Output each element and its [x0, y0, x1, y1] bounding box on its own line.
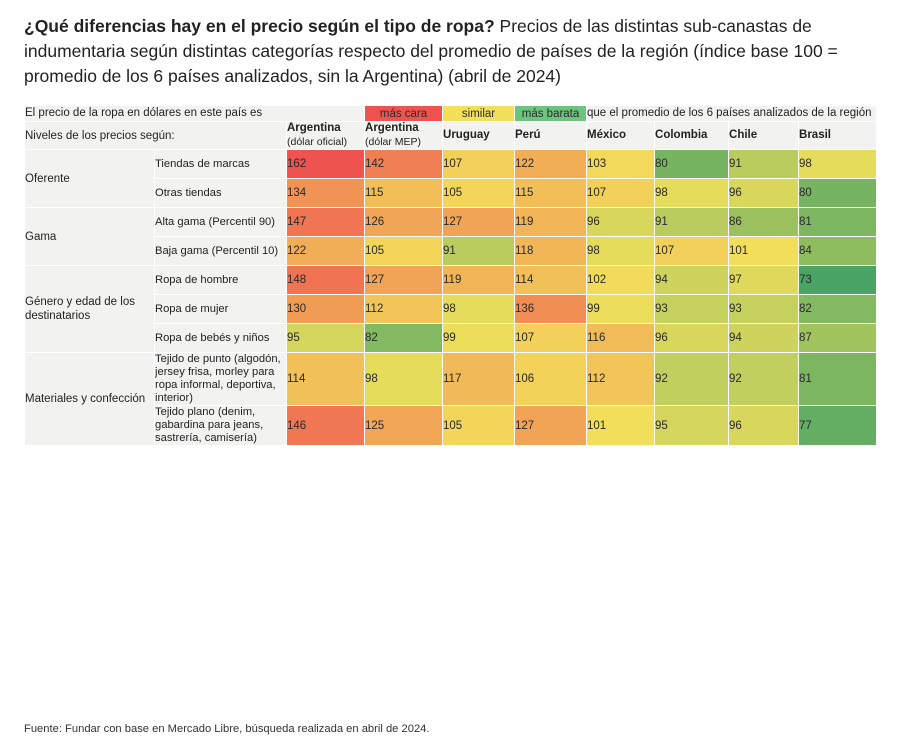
heatmap-cell: 93: [655, 295, 729, 324]
heatmap-cell: 98: [365, 353, 443, 406]
heatmap-cell: 146: [287, 406, 365, 446]
heatmap-cell: 80: [655, 150, 729, 179]
heatmap-cell: 117: [443, 353, 515, 406]
heatmap-cell: 130: [287, 295, 365, 324]
row-label: Ropa de mujer: [155, 295, 287, 324]
row-label: Tejido plano (denim, gabardina para jeans, sastrería, camisería): [155, 406, 287, 446]
country-name: Brasil: [799, 128, 831, 141]
country-name: Argentina: [365, 122, 419, 134]
heatmap-cell: 127: [365, 266, 443, 295]
row-label: Baja gama (Percentil 10): [155, 237, 287, 266]
country-name: Chile: [729, 128, 758, 141]
heatmap-cell: 147: [287, 208, 365, 237]
heatmap-cell: 95: [287, 324, 365, 353]
heatmap-cell: 103: [587, 150, 655, 179]
heatmap-cell: 114: [287, 353, 365, 406]
heatmap-cell: 98: [655, 179, 729, 208]
country-name: Uruguay: [443, 128, 490, 141]
heatmap-cell: 77: [799, 406, 877, 446]
heatmap-cell: 118: [515, 237, 587, 266]
heatmap-cell: 96: [729, 179, 799, 208]
row-label: Ropa de bebés y niños: [155, 324, 287, 353]
row-label: Tiendas de marcas: [155, 150, 287, 179]
heatmap-cell: 87: [799, 324, 877, 353]
country-name: México: [587, 128, 627, 141]
page-title-rest: Precios de las distintas sub-canastas de indumentaria según distintas categorías respecto del promedio de países de la región (índice base 100 = promedio de los 6 países analizados, sin la Argentina) (abril de 2024): [24, 16, 838, 86]
heatmap-cell: 105: [443, 406, 515, 446]
price-heatmap-table: [24, 105, 877, 446]
heatmap-cell: 98: [587, 237, 655, 266]
heatmap-cell: 84: [799, 237, 877, 266]
heatmap-cell: 96: [729, 406, 799, 446]
heatmap-cell: 148: [287, 266, 365, 295]
heatmap-cell: 91: [655, 208, 729, 237]
header-country-argentina-oficial: [287, 122, 365, 150]
header-left-label: Niveles de los precios según:: [25, 122, 287, 150]
heatmap-cell: 122: [287, 237, 365, 266]
group-label: Oferente: [25, 150, 155, 208]
legend-text: El precio de la ropa en dólares en este país es: [25, 106, 365, 122]
heatmap-cell: 82: [799, 295, 877, 324]
row-label: Alta gama (Percentil 90): [155, 208, 287, 237]
row-label: Tejido de punto (algodón, jersey frisa, morley para ropa informal, deportiva, interior): [155, 353, 287, 406]
table-row: [25, 266, 877, 295]
heatmap-cell: 122: [515, 150, 587, 179]
heatmap-cell: 102: [587, 266, 655, 295]
heatmap-cell: 99: [443, 324, 515, 353]
heatmap-cell: 127: [443, 208, 515, 237]
heatmap-cell: 142: [365, 150, 443, 179]
group-label: Materiales y confección: [25, 353, 155, 446]
row-label: Ropa de hombre: [155, 266, 287, 295]
country-name: Colombia: [655, 128, 708, 141]
legend-chip-mas-cara: más cara: [365, 106, 443, 122]
header-country-mexico: [587, 122, 655, 150]
heatmap-cell: 107: [587, 179, 655, 208]
heatmap-cell: 107: [443, 150, 515, 179]
heatmap-cell: 73: [799, 266, 877, 295]
heatmap-cell: 98: [799, 150, 877, 179]
page-title-bold: ¿Qué diferencias hay en el precio según el tipo de ropa?: [24, 16, 495, 36]
country-sub: (dólar MEP): [365, 135, 422, 148]
header-country-colombia: [655, 122, 729, 150]
heatmap-cell: 99: [587, 295, 655, 324]
heatmap-cell: 94: [655, 266, 729, 295]
heatmap-cell: 107: [655, 237, 729, 266]
heatmap-cell: 162: [287, 150, 365, 179]
country-sub: (dólar oficial): [287, 135, 348, 148]
header-row: [25, 122, 877, 150]
header-country-uruguay: [443, 122, 515, 150]
country-name: Perú: [515, 128, 541, 141]
heatmap-cell: 80: [799, 179, 877, 208]
heatmap-cell: 127: [515, 406, 587, 446]
heatmap-cell: 112: [587, 353, 655, 406]
heatmap-cell: 101: [587, 406, 655, 446]
group-label: Gama: [25, 208, 155, 266]
header-country-peru: [515, 122, 587, 150]
header-country-brasil: [799, 122, 877, 150]
heatmap-cell: 134: [287, 179, 365, 208]
header-country-chile: [729, 122, 799, 150]
heatmap-cell: 115: [365, 179, 443, 208]
header-country-argentina-mep: [365, 122, 443, 150]
heatmap-cell: 114: [515, 266, 587, 295]
heatmap-cell: 126: [365, 208, 443, 237]
legend-row: [25, 106, 877, 122]
heatmap-cell: 105: [443, 179, 515, 208]
legend-chip-mas-barata: más barata: [515, 106, 587, 122]
heatmap-cell: 105: [365, 237, 443, 266]
page-title: [24, 14, 869, 89]
heatmap-cell: 98: [443, 295, 515, 324]
heatmap-cell: 97: [729, 266, 799, 295]
matrix-body: [25, 150, 877, 446]
table-row: [25, 353, 877, 406]
heatmap-cell: 82: [365, 324, 443, 353]
heatmap-cell: 86: [729, 208, 799, 237]
heatmap-cell: 116: [587, 324, 655, 353]
heatmap-cell: 112: [365, 295, 443, 324]
heatmap-cell: 96: [655, 324, 729, 353]
table-row: [25, 150, 877, 179]
heatmap-cell: 95: [655, 406, 729, 446]
heatmap-cell: 136: [515, 295, 587, 324]
heatmap-cell: 119: [443, 266, 515, 295]
row-label: Otras tiendas: [155, 179, 287, 208]
group-label: Género y edad de los destinatarios: [25, 266, 155, 353]
heatmap-cell: 92: [655, 353, 729, 406]
heatmap-cell: 92: [729, 353, 799, 406]
source-note: Fuente: Fundar con base en Mercado Libre, búsqueda realizada en abril de 2024.: [24, 723, 430, 735]
country-name: Argentina: [287, 122, 341, 134]
heatmap-cell: 119: [515, 208, 587, 237]
heatmap-cell: 81: [799, 208, 877, 237]
table-row: [25, 208, 877, 237]
heatmap-cell: 125: [365, 406, 443, 446]
heatmap-cell: 81: [799, 353, 877, 406]
heatmap-cell: 91: [443, 237, 515, 266]
heatmap-cell: 96: [587, 208, 655, 237]
heatmap-cell: 93: [729, 295, 799, 324]
heatmap-cell: 101: [729, 237, 799, 266]
heatmap-cell: 91: [729, 150, 799, 179]
heatmap-cell: 94: [729, 324, 799, 353]
heatmap-cell: 107: [515, 324, 587, 353]
legend-chip-similar: similar: [443, 106, 515, 122]
heatmap-cell: 115: [515, 179, 587, 208]
legend-tail: que el promedio de los 6 países analizados de la región: [587, 106, 877, 122]
heatmap-cell: 106: [515, 353, 587, 406]
